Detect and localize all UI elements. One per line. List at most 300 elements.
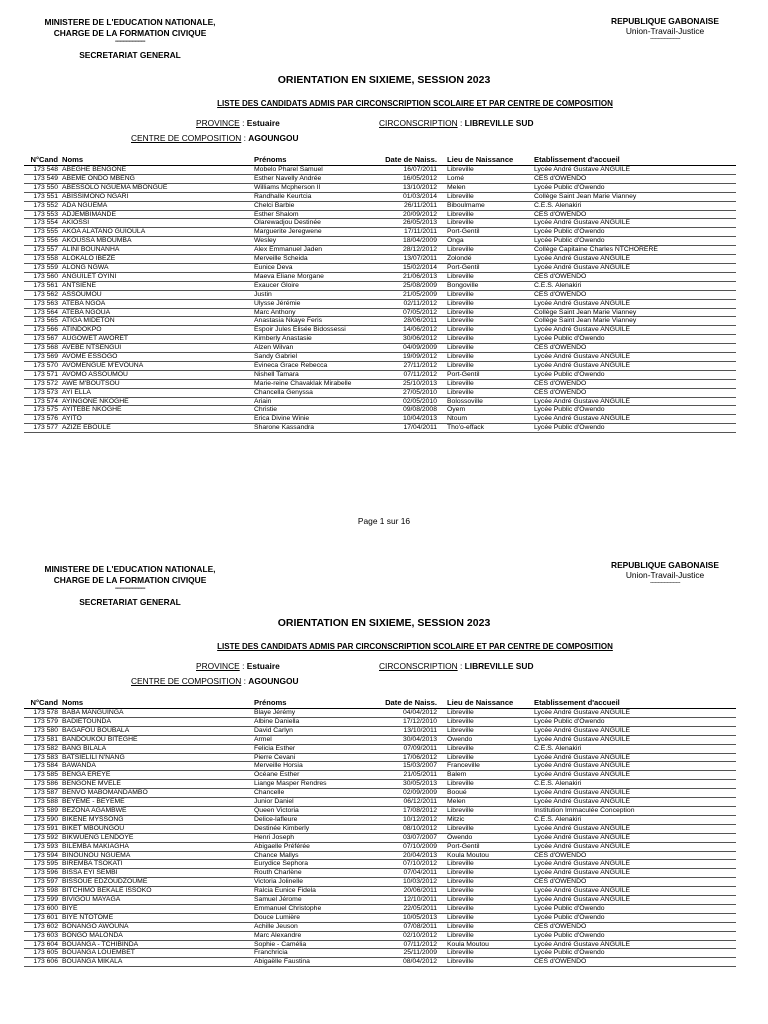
cand-birth-date: 12/10/2011 [365, 896, 445, 905]
cand-birth-place: Port-Gentil [445, 263, 532, 272]
cand-number: 173 565 [24, 317, 60, 326]
table-row [24, 851, 736, 860]
cand-school: CES d'OWENDO [532, 379, 736, 388]
cand-birth-date: 09/08/2008 [365, 406, 445, 415]
cand-birth-place: Libreville [445, 949, 532, 958]
cand-number: 173 587 [24, 789, 60, 798]
table-row [24, 762, 736, 771]
cand-first-name: Williams Mcpherson II [252, 183, 365, 192]
cand-first-name: Alex Emmanuel Jaden [252, 246, 365, 255]
cand-birth-place: Libreville [445, 379, 532, 388]
table-row [24, 335, 736, 344]
cand-first-name: Blaye Jérémy [252, 709, 365, 718]
cand-number: 173 589 [24, 806, 60, 815]
cand-birth-date: 07/08/2011 [365, 922, 445, 931]
cand-number: 173 605 [24, 949, 60, 958]
cand-birth-place: Libreville [445, 753, 532, 762]
document-subtitle: LISTE DES CANDIDATS ADMIS PAR CIRCONSCRIPTION SCOLAIRE ET PAR CENTRE DE COMPOSITION [217, 99, 613, 108]
centre-label: CENTRE DE COMPOSITION [131, 133, 242, 143]
cand-birth-date: 04/09/2009 [365, 344, 445, 353]
cand-number: 173 557 [24, 246, 60, 255]
cand-school: Lycée André Gustave ANGUILE [532, 833, 736, 842]
cand-birth-place: Libreville [445, 887, 532, 896]
table-row [24, 281, 736, 290]
cand-number: 173 552 [24, 201, 60, 210]
table-row [24, 353, 736, 362]
cand-birth-place: Libreville [445, 744, 532, 753]
cand-birth-place: Ntoum [445, 415, 532, 424]
cand-birth-date: 04/04/2012 [365, 709, 445, 718]
cand-number: 173 551 [24, 192, 60, 201]
cand-name: AVOMO ASSOUMOU [60, 370, 252, 379]
cand-name: ADA NGUEMA [60, 201, 252, 210]
table-row [24, 913, 736, 922]
cand-name: AYITO [60, 415, 252, 424]
table-row [24, 246, 736, 255]
cand-name: BIYE NTOTOME [60, 913, 252, 922]
cand-birth-date: 10/12/2012 [365, 815, 445, 824]
cand-name: ALONG NGWA [60, 263, 252, 272]
cand-school: Lycée André Gustave ANGUILE [532, 726, 736, 735]
cand-first-name: Sophie - Camélia [252, 940, 365, 949]
secretariat-label: SECRETARIAT GENERAL [79, 50, 181, 60]
cand-birth-date: 21/06/2013 [365, 272, 445, 281]
document-page-2 [0, 544, 768, 1024]
cand-school: CES d'OWENDO [532, 388, 736, 397]
cand-number: 173 571 [24, 370, 60, 379]
table-row [24, 415, 736, 424]
col-cand-number-header: N°Cand [24, 697, 60, 709]
circonscription-value: LIBREVILLE SUD [464, 661, 534, 671]
cand-school: Lycée André Gustave ANGUILE [532, 896, 736, 905]
cand-first-name: Franchricia [252, 949, 365, 958]
col-birth-place-header: Lieu de Naissance [445, 697, 532, 709]
candidates-table [24, 154, 736, 433]
cand-number: 173 573 [24, 388, 60, 397]
cand-birth-place: Libreville [445, 780, 532, 789]
cand-first-name: Christie [252, 406, 365, 415]
cand-first-name: Randhalle Keurtcia [252, 192, 365, 201]
cand-birth-place: Libreville [445, 931, 532, 940]
cand-birth-date: 20/09/2012 [365, 210, 445, 219]
cand-birth-date: 14/06/2012 [365, 326, 445, 335]
table-row [24, 424, 736, 433]
table-row [24, 744, 736, 753]
cand-school: Lycée André Gustave ANGUILE [532, 940, 736, 949]
cand-number: 173 580 [24, 726, 60, 735]
cand-school: Lycée André Gustave ANGUILE [532, 753, 736, 762]
table-row [24, 308, 736, 317]
cand-first-name: Emmanuel Christophe [252, 904, 365, 913]
ministry-dashes: -------------------- [115, 586, 145, 592]
centre-field [131, 133, 299, 143]
cand-school: C.E.S. Alenakiri [532, 780, 736, 789]
cand-birth-date: 21/05/2011 [365, 771, 445, 780]
cand-name: AVOME ESSOGO [60, 353, 252, 362]
province-field [196, 118, 280, 128]
cand-number: 173 596 [24, 869, 60, 878]
cand-first-name: Marc Anthony [252, 308, 365, 317]
cand-number: 173 583 [24, 753, 60, 762]
cand-birth-place: Libreville [445, 353, 532, 362]
cand-school: CES d'OWENDO [532, 174, 736, 183]
table-row [24, 317, 736, 326]
table-row [24, 228, 736, 237]
table-row [24, 255, 736, 264]
cand-number: 173 554 [24, 219, 60, 228]
cand-first-name: Esther Navelly Andrée [252, 174, 365, 183]
cand-number: 173 549 [24, 174, 60, 183]
cand-number: 173 590 [24, 815, 60, 824]
cand-number: 173 604 [24, 940, 60, 949]
cand-birth-date: 07/11/2012 [365, 940, 445, 949]
cand-birth-date: 17/04/2011 [365, 424, 445, 433]
cand-birth-place: Libreville [445, 717, 532, 726]
cand-number: 173 568 [24, 344, 60, 353]
table-row [24, 709, 736, 718]
cand-birth-date: 28/12/2012 [365, 246, 445, 255]
cand-birth-place: Melen [445, 798, 532, 807]
cand-name: AYI ELLA [60, 388, 252, 397]
table-row [24, 201, 736, 210]
cand-school: Lycée Public d'Owendo [532, 913, 736, 922]
ministry-line-2: CHARGE DE LA FORMATION CIVIQUE [53, 28, 207, 38]
cand-school: Lycée Public d'Owendo [532, 183, 736, 192]
cand-name: AVOMENGUE M'EVOUNA [60, 361, 252, 370]
cand-birth-date: 25/10/2013 [365, 379, 445, 388]
cand-name: ATEBA NGOA [60, 299, 252, 308]
cand-birth-date: 01/03/2014 [365, 192, 445, 201]
cand-name: BIKET MBOUNGOU [60, 824, 252, 833]
cand-number: 173 591 [24, 824, 60, 833]
cand-first-name: Kimberly Anastasie [252, 335, 365, 344]
cand-birth-date: 16/05/2012 [365, 174, 445, 183]
cand-name: BAGAFOU BOUBALA [60, 726, 252, 735]
table-row [24, 290, 736, 299]
cand-name: BANG BILALA [60, 744, 252, 753]
cand-school: Lycée André Gustave ANGUILE [532, 397, 736, 406]
table-row [24, 940, 736, 949]
ministry-header [30, 564, 230, 608]
cand-first-name: Sandy Gabriel [252, 353, 365, 362]
cand-school: CES d'OWENDO [532, 344, 736, 353]
cand-number: 173 586 [24, 780, 60, 789]
cand-birth-place: Libreville [445, 361, 532, 370]
cand-birth-place: Melen [445, 183, 532, 192]
table-row [24, 299, 736, 308]
ministry-line-2: CHARGE DE LA FORMATION CIVIQUE [53, 575, 207, 585]
cand-birth-place: Balem [445, 771, 532, 780]
cand-birth-date: 10/03/2012 [365, 878, 445, 887]
cand-name: AVEBE NTSENGUI [60, 344, 252, 353]
cand-birth-date: 07/11/2012 [365, 370, 445, 379]
cand-name: BONANGO AWOUNA [60, 922, 252, 931]
cand-birth-place: Libreville [445, 726, 532, 735]
colon: : [239, 118, 247, 128]
cand-school: Lycée Public d'Owendo [532, 904, 736, 913]
table-row [24, 326, 736, 335]
cand-birth-date: 26/11/2011 [365, 201, 445, 210]
cand-number: 173 561 [24, 281, 60, 290]
table-row [24, 878, 736, 887]
cand-first-name: Wesley [252, 237, 365, 246]
cand-number: 173 577 [24, 424, 60, 433]
cand-school: CES d'OWENDO [532, 290, 736, 299]
cand-birth-date: 30/04/2013 [365, 735, 445, 744]
cand-school: Lycée André Gustave ANGUILE [532, 255, 736, 264]
cand-birth-place: Bongoville [445, 281, 532, 290]
cand-birth-date: 15/03/2007 [365, 762, 445, 771]
cand-name: BAWANDA [60, 762, 252, 771]
cand-school: Lycée Public d'Owendo [532, 931, 736, 940]
cand-name: BINOUNOU NGUEMA [60, 851, 252, 860]
cand-name: ADJEMBIMANDE [60, 210, 252, 219]
col-birth-date-header: Date de Naiss. [365, 697, 445, 709]
cand-name: ABEGHE BENGONE [60, 166, 252, 175]
cand-name: ATEBA NGOUA [60, 308, 252, 317]
cand-birth-place: Libreville [445, 913, 532, 922]
motto-label: Union-Travail-Justice [625, 26, 705, 36]
cand-number: 173 601 [24, 913, 60, 922]
cand-birth-place: Libreville [445, 388, 532, 397]
province-field [196, 661, 280, 671]
cand-number: 173 579 [24, 717, 60, 726]
col-school-header: Etablissement d'accueil [532, 154, 736, 166]
cand-number: 173 585 [24, 771, 60, 780]
col-first-name-header: Prénoms [252, 154, 365, 166]
cand-birth-date: 07/05/2012 [365, 308, 445, 317]
cand-birth-place: Lomé [445, 174, 532, 183]
cand-name: BEYEME - BEYEME [60, 798, 252, 807]
circonscription-label: CIRCONSCRIPTION [379, 661, 458, 671]
cand-school: Lycée Public d'Owendo [532, 228, 736, 237]
centre-label: CENTRE DE COMPOSITION [131, 676, 242, 686]
cand-birth-date: 28/06/2011 [365, 317, 445, 326]
cand-first-name: Liange Masper Rendres [252, 780, 365, 789]
cand-number: 173 560 [24, 272, 60, 281]
table-row [24, 717, 736, 726]
cand-first-name: Marc Alexandre [252, 931, 365, 940]
cand-birth-place: Libreville [445, 335, 532, 344]
colon: : [239, 661, 247, 671]
cand-birth-place: Zolondé [445, 255, 532, 264]
col-birth-date-header: Date de Naiss. [365, 154, 445, 166]
table-row [24, 904, 736, 913]
table-row [24, 361, 736, 370]
table-row [24, 370, 736, 379]
page-footer: Page 1 sur 16 [357, 516, 411, 526]
cand-number: 173 570 [24, 361, 60, 370]
cand-name: ANTSIENE [60, 281, 252, 290]
cand-first-name: Achille Jeuson [252, 922, 365, 931]
cand-first-name: Chance Mallys [252, 851, 365, 860]
cand-birth-place: Libreville [445, 272, 532, 281]
cand-birth-date: 26/05/2013 [365, 219, 445, 228]
cand-name: ABISSIMONO NGARI [60, 192, 252, 201]
cand-school: C.E.S. Alenakiri [532, 744, 736, 753]
cand-birth-place: Libreville [445, 922, 532, 931]
cand-number: 173 606 [24, 958, 60, 967]
cand-name: AZIZE EBOULE [60, 424, 252, 433]
cand-birth-place: Franceville [445, 762, 532, 771]
cand-birth-place: Tho'o-effack [445, 424, 532, 433]
cand-first-name: David Carlyn [252, 726, 365, 735]
cand-first-name: Destinée Kimberly [252, 824, 365, 833]
table-row [24, 735, 736, 744]
table-row [24, 815, 736, 824]
cand-birth-place: Libreville [445, 308, 532, 317]
cand-first-name: Queen Victoria [252, 806, 365, 815]
cand-birth-date: 25/08/2009 [365, 281, 445, 290]
motto-label: Union-Travail-Justice [625, 570, 705, 580]
cand-first-name: Pierre Cevani [252, 753, 365, 762]
col-school-header: Etablissement d'accueil [532, 697, 736, 709]
table-row [24, 833, 736, 842]
cand-birth-date: 13/10/2011 [365, 726, 445, 735]
document-title: ORIENTATION EN SIXIEME, SESSION 2023 [277, 617, 491, 629]
cand-name: BIREMBA TSOKATI [60, 860, 252, 869]
cand-birth-place: Libreville [445, 192, 532, 201]
table-row [24, 406, 736, 415]
table-row [24, 824, 736, 833]
cand-name: ATINDOKPO [60, 326, 252, 335]
col-cand-number-header: N°Cand [24, 154, 60, 166]
cand-school: CES d'OWENDO [532, 958, 736, 967]
circonscription-label: CIRCONSCRIPTION [379, 118, 458, 128]
cand-first-name: Eunice Deva [252, 263, 365, 272]
table-row [24, 192, 736, 201]
cand-school: Lycée Public d'Owendo [532, 717, 736, 726]
table-row [24, 753, 736, 762]
cand-name: AYINGONE NKOGHE [60, 397, 252, 406]
cand-school: Lycée André Gustave ANGUILE [532, 842, 736, 851]
table-row [24, 931, 736, 940]
cand-number: 173 548 [24, 166, 60, 175]
cand-name: BATSIELILI N'NANG [60, 753, 252, 762]
cand-first-name: Justin [252, 290, 365, 299]
cand-number: 173 569 [24, 353, 60, 362]
cand-name: AYITEBE NKOGHE [60, 406, 252, 415]
cand-birth-date: 02/09/2009 [365, 789, 445, 798]
cand-birth-place: Oyem [445, 406, 532, 415]
cand-birth-date: 30/06/2012 [365, 335, 445, 344]
cand-school: Lycée André Gustave ANGUILE [532, 299, 736, 308]
centre-field [131, 676, 299, 686]
cand-birth-place: Port-Gentil [445, 228, 532, 237]
document-title: ORIENTATION EN SIXIEME, SESSION 2023 [277, 74, 491, 86]
table-row [24, 780, 736, 789]
cand-school: Lycée Public d'Owendo [532, 237, 736, 246]
table-row [24, 210, 736, 219]
cand-name: BABA MANGUINGA [60, 709, 252, 718]
table-row [24, 896, 736, 905]
cand-number: 173 600 [24, 904, 60, 913]
cand-school: Lycée Public d'Owendo [532, 406, 736, 415]
cand-school: Collège Capitaine Charles NTCHORERE [532, 246, 736, 255]
cand-number: 173 594 [24, 851, 60, 860]
ministry-line-1: MINISTERE DE L'EDUCATION NATIONALE, [44, 17, 216, 27]
cand-number: 173 595 [24, 860, 60, 869]
cand-number: 173 555 [24, 228, 60, 237]
cand-number: 173 550 [24, 183, 60, 192]
cand-first-name: Armel [252, 735, 365, 744]
col-birth-place-header: Lieu de Naissance [445, 154, 532, 166]
cand-birth-place: Owendo [445, 735, 532, 744]
cand-first-name: Eurydice Sephora [252, 860, 365, 869]
cand-first-name: Victoria Jolinelle [252, 878, 365, 887]
republic-label: REPUBLIQUE GABONAISE [611, 560, 719, 570]
table-row [24, 771, 736, 780]
cand-birth-date: 02/05/2010 [365, 397, 445, 406]
cand-school: CES d'OWENDO [532, 210, 736, 219]
cand-first-name: Marguerite Jeregwene [252, 228, 365, 237]
cand-school: CES d'OWENDO [532, 851, 736, 860]
cand-school: Lycée André Gustave ANGUILE [532, 326, 736, 335]
cand-number: 173 599 [24, 896, 60, 905]
cand-first-name: Maeva Eliane Morgane [252, 272, 365, 281]
table-row [24, 183, 736, 192]
cand-school: Lycée André Gustave ANGUILE [532, 361, 736, 370]
cand-number: 173 588 [24, 798, 60, 807]
cand-first-name: Chelci Barbie [252, 201, 365, 210]
cand-number: 173 584 [24, 762, 60, 771]
cand-birth-date: 17/06/2012 [365, 753, 445, 762]
cand-first-name: Chancella Genyssa [252, 388, 365, 397]
cand-name: BONGO MALONDA [60, 931, 252, 940]
cand-number: 173 592 [24, 833, 60, 842]
cand-school: Lycée André Gustave ANGUILE [532, 353, 736, 362]
table-row [24, 344, 736, 353]
cand-birth-date: 27/05/2010 [365, 388, 445, 397]
cand-school: Lycée André Gustave ANGUILE [532, 860, 736, 869]
cand-name: BIKENE MYSSONG [60, 815, 252, 824]
cand-name: AWE M'BOUTSOU [60, 379, 252, 388]
cand-first-name: Abigaëlle Faustina [252, 958, 365, 967]
cand-first-name: Sharone Kassandra [252, 424, 365, 433]
cand-number: 173 575 [24, 406, 60, 415]
province-value: Estuaire [246, 118, 280, 128]
cand-birth-date: 08/10/2012 [365, 824, 445, 833]
cand-name: BIKWUENG LENDOYE [60, 833, 252, 842]
cand-birth-place: Libreville [445, 709, 532, 718]
cand-birth-place: Libreville [445, 166, 532, 175]
cand-first-name: Samuel Jérome [252, 896, 365, 905]
cand-birth-date: 17/08/2012 [365, 806, 445, 815]
cand-birth-date: 10/05/2013 [365, 913, 445, 922]
cand-number: 173 553 [24, 210, 60, 219]
cand-name: BITCHIMO BEKALE ISSOKO [60, 887, 252, 896]
cand-first-name: Nishell Tamara [252, 370, 365, 379]
cand-school: Lycée André Gustave ANGUILE [532, 735, 736, 744]
cand-first-name: Abigaelle Préférée [252, 842, 365, 851]
province-value: Estuaire [246, 661, 280, 671]
cand-school: Lycée André Gustave ANGUILE [532, 166, 736, 175]
cand-birth-date: 21/05/2009 [365, 290, 445, 299]
cand-number: 173 558 [24, 255, 60, 264]
cand-first-name: Henri Joseph [252, 833, 365, 842]
col-name-header: Noms [60, 154, 252, 166]
cand-first-name: Erica Divine Winie [252, 415, 365, 424]
header-row [24, 697, 736, 709]
cand-school: CES d'OWENDO [532, 922, 736, 931]
col-first-name-header: Prénoms [252, 697, 365, 709]
cand-name: BOUANGA MIKALA [60, 958, 252, 967]
cand-name: AKOA ALATANO GUIOULA [60, 228, 252, 237]
cand-school: C.E.S. Alenakiri [532, 281, 736, 290]
table-body [24, 166, 736, 433]
circonscription-field [379, 118, 534, 128]
table-row [24, 798, 736, 807]
